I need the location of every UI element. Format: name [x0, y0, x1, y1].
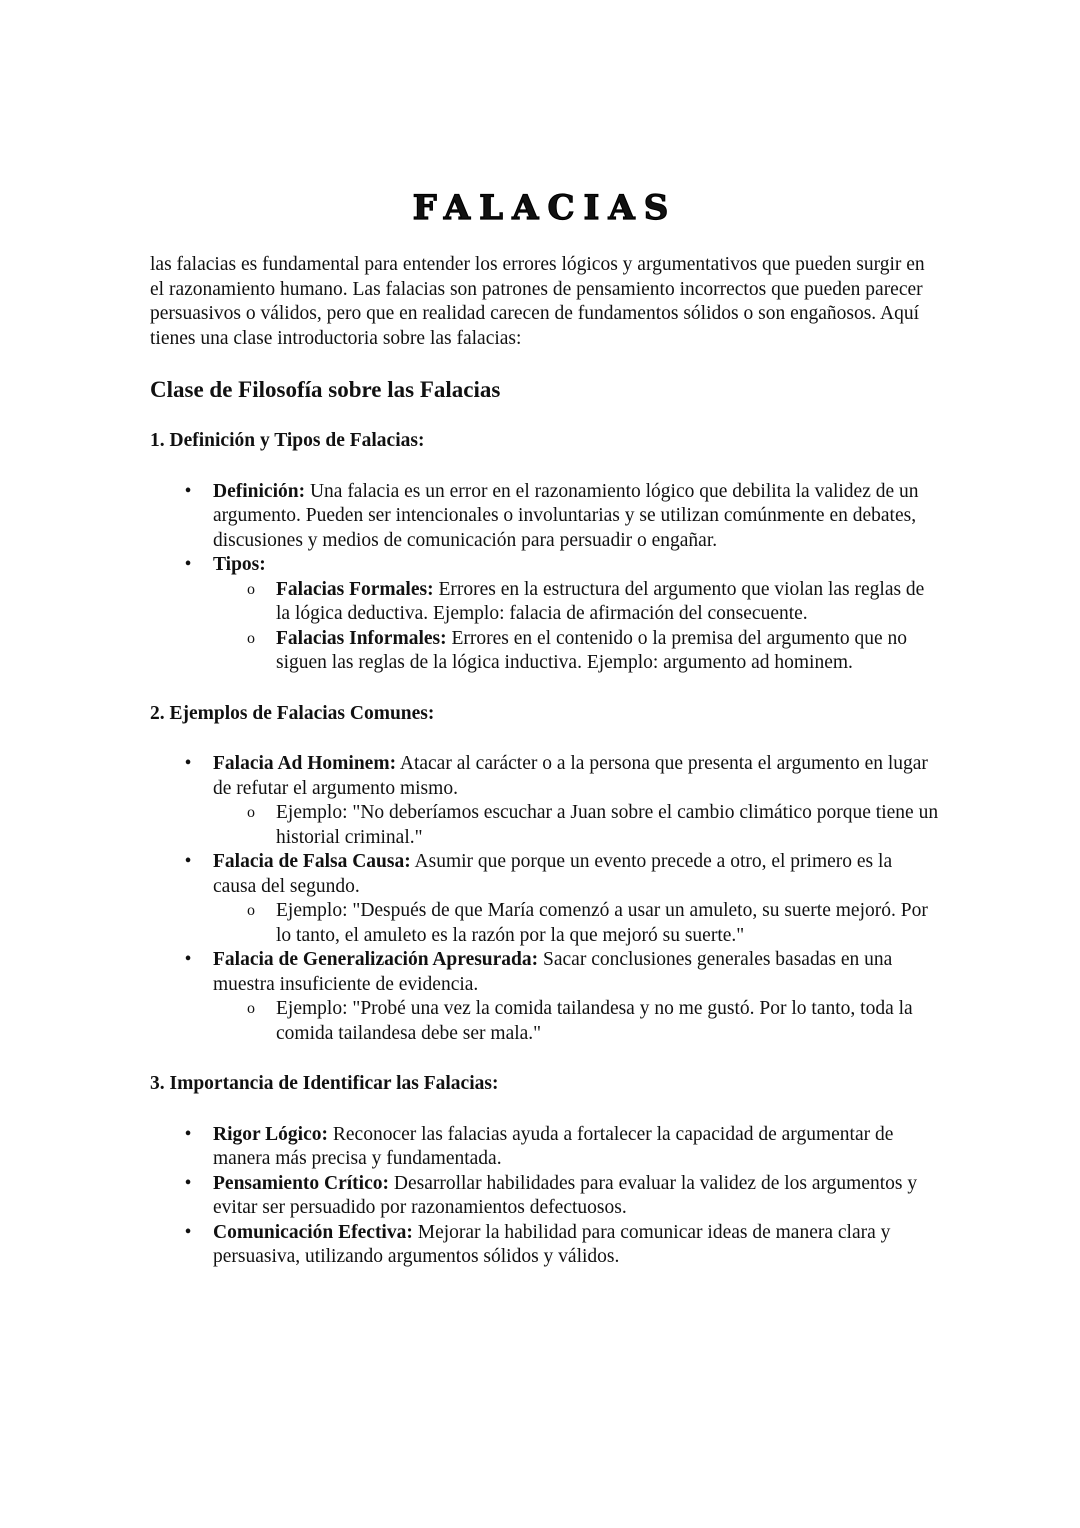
bullet-icon: •: [184, 1221, 192, 1243]
term-falsa-causa: Falacia de Falsa Causa:: [213, 851, 411, 872]
text-falsa-causa: Asumir que porque un evento precede a otro, el primero es la causa del segundo.: [213, 851, 893, 897]
text-pensamiento-critico: Desarrollar habilidades para evaluar la validez de los argumentos y evitar ser persuadido por razonamientos defectuosos.: [213, 1172, 918, 1218]
bullet-icon: •: [184, 480, 192, 502]
term-informales: Falacias Informales:: [276, 627, 447, 649]
section-1-list: [150, 480, 940, 676]
list-item-falsa-causa: [184, 850, 940, 948]
tipos-sublist: [213, 578, 940, 676]
intro-paragraph: las falacias es fundamental para entender los errores lógicos y argumentativos que pueden surgir en el razonamiento humano. Las falacias son patrones de pensamiento incorrectos que pueden parecer persuasivos o válidos, pero que en realidad carecen de fundamentos sólidos o son engañosos. Aquí tienes una clase introductoria sobre las falacias:: [150, 254, 925, 349]
term-tipos: Tipos:: [213, 554, 266, 575]
bullet-icon: •: [184, 1172, 192, 1194]
list-item-comunicacion-efectiva: [184, 1221, 940, 1270]
example-text: Ejemplo: "Después de que María comenzó a usar un amuleto, su suerte mejoró. Por lo tanto, el amuleto es la razón por la que mejoró su suerte.": [276, 900, 928, 946]
class-title: Clase de Filosofía sobre las Falacias: [150, 377, 501, 402]
bullet-icon: •: [184, 851, 192, 872]
text-informales: Errores en el contenido o la premisa del argumento que no siguen las reglas de la lógica inductiva. Ejemplo: argumento ad hominem.: [276, 627, 908, 673]
circle-bullet-icon: o: [247, 1000, 255, 1017]
term-pensamiento-critico: Pensamiento Crítico:: [213, 1172, 389, 1194]
example-falsa-causa: [247, 899, 940, 948]
circle-bullet-icon: o: [247, 580, 255, 598]
circle-bullet-icon: o: [247, 804, 255, 821]
text-ad-hominem: Atacar al carácter o a la persona que presenta el argumento en lugar de refutar el argumento mismo.: [213, 753, 928, 799]
section-1-heading: 1. Definición y Tipos de Falacias:: [150, 430, 425, 451]
circle-bullet-icon: o: [247, 629, 255, 647]
circle-bullet-icon: o: [247, 902, 255, 919]
example-text: Ejemplo: "Probé una vez la comida tailandesa y no me gustó. Por lo tanto, toda la comida tailandesa debe ser mala.": [276, 998, 913, 1044]
ad-hominem-sublist: [213, 801, 940, 850]
list-item-tipos: [184, 553, 940, 676]
text-definicion: Una falacia es un error en el razonamiento lógico que debilita la validez de un argumento. Pueden ser intencionales o involuntarias y se utilizan comúnmente en debates, discusiones y medios de comunicación para persuadir o engañar.: [213, 480, 919, 551]
term-rigor-logico: Rigor Lógico:: [213, 1123, 329, 1145]
list-item-rigor-logico: [184, 1123, 940, 1172]
example-text: Ejemplo: "No deberíamos escuchar a Juan sobre el cambio climático porque tiene un historial criminal.": [276, 802, 939, 848]
text-comunicacion-efectiva: Mejorar la habilidad para comunicar ideas de manera clara y persuasiva, utilizando argumentos sólidos y válidos.: [213, 1221, 891, 1267]
text-rigor-logico: Reconocer las falacias ayuda a fortalecer la capacidad de argumentar de manera más precisa y fundamentada.: [213, 1123, 894, 1169]
term-generalizacion: Falacia de Generalización Apresurada:: [213, 949, 539, 970]
document-title: FALACIAS: [412, 188, 678, 228]
section-2-heading: 2. Ejemplos de Falacias Comunes:: [150, 702, 435, 724]
bullet-icon: •: [184, 753, 192, 774]
list-item-pensamiento-critico: [184, 1172, 940, 1221]
list-item-ad-hominem: [184, 752, 940, 850]
text-formales: Errores en la estructura del argumento que violan las reglas de la lógica deductiva. Ejemplo: falacia de afirmación del consecuente.: [276, 578, 925, 624]
generalizacion-sublist: [213, 997, 940, 1046]
example-ad-hominem: [247, 801, 940, 850]
section-3-heading: 3. Importancia de Identificar las Falacias:: [150, 1073, 499, 1094]
document-page: [150, 185, 940, 1270]
list-item-definicion: [184, 480, 940, 554]
bullet-icon: •: [184, 949, 192, 970]
example-generalizacion: [247, 997, 940, 1046]
text-generalizacion: Sacar conclusiones generales basadas en una muestra insuficiente de evidencia.: [213, 949, 893, 995]
sublist-item-informales: [247, 627, 940, 676]
term-definicion: Definición:: [213, 480, 306, 502]
term-comunicacion-efectiva: Comunicación Efectiva:: [213, 1221, 413, 1243]
section-2-list: [150, 752, 940, 1046]
list-item-generalizacion: [184, 948, 940, 1046]
term-formales: Falacias Formales:: [276, 578, 434, 600]
section-3-list: [150, 1123, 940, 1270]
falsa-causa-sublist: [213, 899, 940, 948]
sublist-item-formales: [247, 578, 940, 627]
bullet-icon: •: [184, 554, 192, 575]
bullet-icon: •: [184, 1123, 192, 1145]
term-ad-hominem: Falacia Ad Hominem:: [213, 753, 397, 774]
